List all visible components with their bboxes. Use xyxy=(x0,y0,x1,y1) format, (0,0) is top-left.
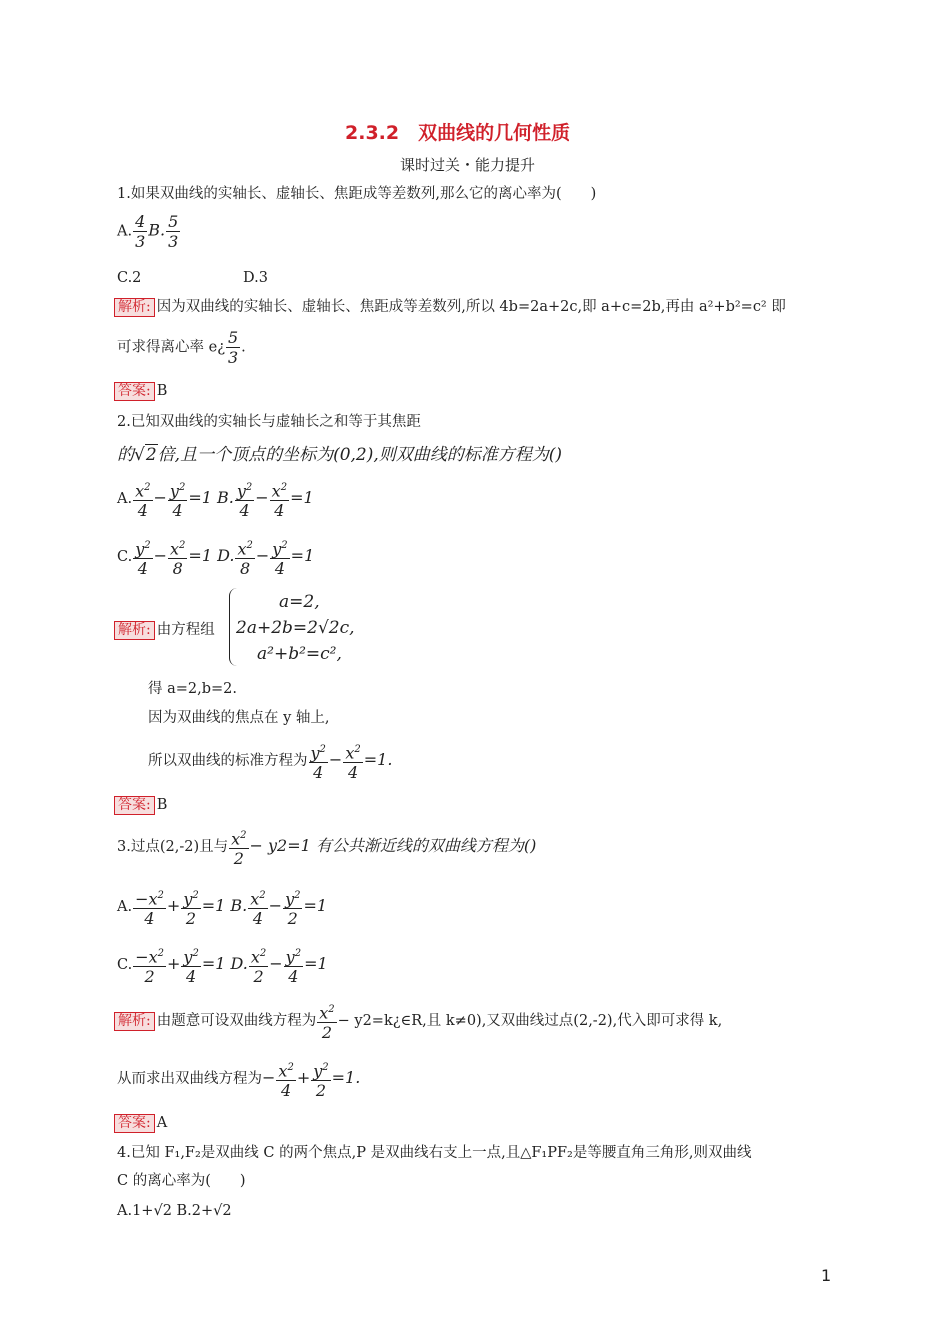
q2-system-line-1: a=2, xyxy=(279,592,320,612)
q4-options-ab: A.1+√2 B.2+√2 xyxy=(117,1203,232,1219)
answer-tag: 答案: xyxy=(114,382,155,401)
q2-stem-1: 2.已知双曲线的实轴长与虚轴长之和等于其焦距 xyxy=(117,414,421,430)
q2-answer: 答案: B xyxy=(114,795,167,815)
q2-line-2: 因为双曲线的焦点在 y 轴上, xyxy=(148,710,330,726)
q4-stem-1: 4.已知 F₁,F₂是双曲线 C 的两个焦点,P 是双曲线右支上一点,且△F₁PF₂是等腰直角三角形,则双曲线 xyxy=(117,1145,752,1161)
q3-analysis-2: 从而求出双曲线方程为− $\frac{x^2}{4}$ + $\frac{y^2}{2}$ =1. xyxy=(117,1058,360,1100)
q4-stem-2: C 的离心率为( ) xyxy=(117,1173,246,1189)
q3-options-cd: C. $\frac{-x^2}{2}$ + $\frac{y^2}{4}$ =1 D. $\frac{x^2}{2}$ − $\frac{y^2}{4}$ =1 xyxy=(117,944,328,986)
q1-analysis: 解析: 因为双曲线的实轴长、虚轴长、焦距成等差数列,所以 4b=2a+2c,即 a+c=2b,再由 a²+b²=c² 即 xyxy=(114,297,786,317)
q3-answer: 答案: A xyxy=(114,1113,167,1133)
q2-line-3: 所以双曲线的标准方程为 $\frac{y^2}{4}$ − $\frac{x^2}{4}$ =1. xyxy=(148,740,392,782)
q1-analysis-2: 可求得离心率 e¿ $\frac{5}{3}$ . xyxy=(117,328,246,367)
q1-option-d: D.3 xyxy=(243,270,268,286)
answer-tag: 答案: xyxy=(114,796,155,815)
q3-options-ab: A. $\frac{-x^2}{4}$ + $\frac{y^2}{2}$ =1 B. $\frac{x^2}{4}$ − $\frac{y^2}{2}$ =1 xyxy=(117,886,327,928)
q1-option-c: C.2 xyxy=(117,270,142,286)
q1-options-ab: A. $\frac{4}{3}$ B. $\frac{5}{3}$ xyxy=(117,212,179,251)
q2-line-1: 得 a=2,b=2. xyxy=(148,681,238,697)
q2-options-cd: C. $\frac{y^2}{4}$ − $\frac{x^2}{8}$ =1 D. $\frac{x^2}{8}$ − $\frac{y^2}{4}$ =1 xyxy=(117,536,314,578)
q2-stem-2: 的√2倍,且一个顶点的坐标为(0,2),则双曲线的标准方程为() xyxy=(117,445,563,465)
page-subtitle: 课时过关・能力提升 xyxy=(400,156,536,174)
q2-system-line-2: 2a+2b=2√2c, xyxy=(236,618,355,638)
analysis-tag: 解析: xyxy=(114,298,155,317)
page-number: 1 xyxy=(821,1266,832,1285)
page-title: 2.3.2 双曲线的几何性质 xyxy=(345,122,571,144)
q2-analysis: 解析: 由方程组 xyxy=(114,620,215,640)
analysis-tag: 解析: xyxy=(114,621,155,640)
q1-stem: 1.如果双曲线的实轴长、虚轴长、焦距成等差数列,那么它的离心率为( ) xyxy=(117,186,597,202)
q2-options-ab: A. $\frac{x^2}{4}$ − $\frac{y^2}{4}$ =1 B. $\frac{y^2}{4}$ − $\frac{x^2}{4}$ =1 xyxy=(117,478,314,520)
analysis-tag: 解析: xyxy=(114,1012,155,1031)
q2-system-line-3: a²+b²=c², xyxy=(257,644,342,664)
q3-stem: 3.过点(2,-2)且与 $\frac{x^2}{2}$ − y2=1 有公共渐近线的双曲线方程为() xyxy=(117,826,536,868)
q3-analysis: 解析: 由题意可设双曲线方程为 $\frac{x^2}{2}$ − y2=k¿∈R,且 k≠0),又双曲线过点(2,-2),代入即可求得 k, xyxy=(114,1000,722,1042)
answer-tag: 答案: xyxy=(114,1114,155,1133)
q1-answer: 答案: B xyxy=(114,381,167,401)
